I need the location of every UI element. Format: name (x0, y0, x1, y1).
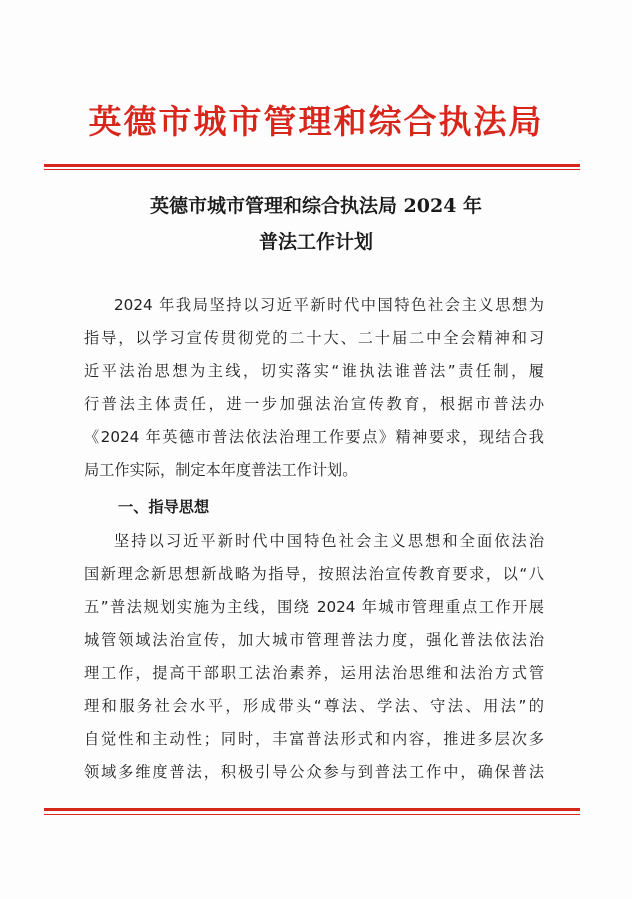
footer-rule-thick (44, 808, 580, 811)
document-title-line-1: 英德市城市管理和综合执法局 2024 年 (149, 195, 483, 217)
document-title-line-2: 普法工作计划 (258, 231, 373, 253)
section1-line: 城管领域法治宣传，加大城市管理普法力度，强化普法依法治 (84, 631, 544, 649)
footer-rule-thin (44, 814, 580, 815)
intro-line: 《2024 年英德市普法依法治理工作要点》精神要求，现结合我 (84, 428, 544, 446)
header-rule-thin (44, 169, 580, 170)
intro-paragraph (84, 289, 544, 487)
section1-line: 领域多维度普法，积极引导公众参与到普法工作中，确保普法 (84, 763, 544, 781)
intro-line: 2024 年我局坚持以习近平新时代中国特色社会主义思想为 (114, 296, 544, 314)
section1-line: 理工作，提高干部职工法治素养，运用法治思维和法治方式管 (84, 664, 544, 682)
intro-line: 行普法主体责任，进一步加强法治宣传教育，根据市普法办 (84, 395, 544, 413)
intro-line: 近平法治思想为主线，切实落实“谁执法谁普法”责任制，履 (84, 362, 544, 380)
agency-header: 英德市城市管理和综合执法局 (88, 102, 544, 141)
section1-line: 五”普法规划实施为主线，围绕 2024 年城市管理重点工作开展 (84, 598, 544, 616)
section1-paragraph (84, 525, 544, 789)
section-heading-guiding-ideology: 一、指导思想 (118, 498, 210, 516)
header-rule-thick (44, 164, 580, 167)
intro-line: 指导，以学习宣传贯彻党的二十大、二十届二中全会精神和习 (84, 329, 544, 347)
intro-line: 局工作实际，制定本年度普法工作计划。 (84, 461, 358, 479)
section1-line: 国新理念新思想新战略为指导，按照法治宣传教育要求，以“八 (84, 565, 544, 583)
section1-line: 自觉性和主动性；同时，丰富普法形式和内容，推进多层次多 (84, 730, 544, 748)
section1-line: 坚持以习近平新时代中国特色社会主义思想和全面依法治 (114, 532, 544, 550)
section1-line: 理和服务社会水平，形成带头“尊法、学法、守法、用法”的 (84, 697, 544, 715)
